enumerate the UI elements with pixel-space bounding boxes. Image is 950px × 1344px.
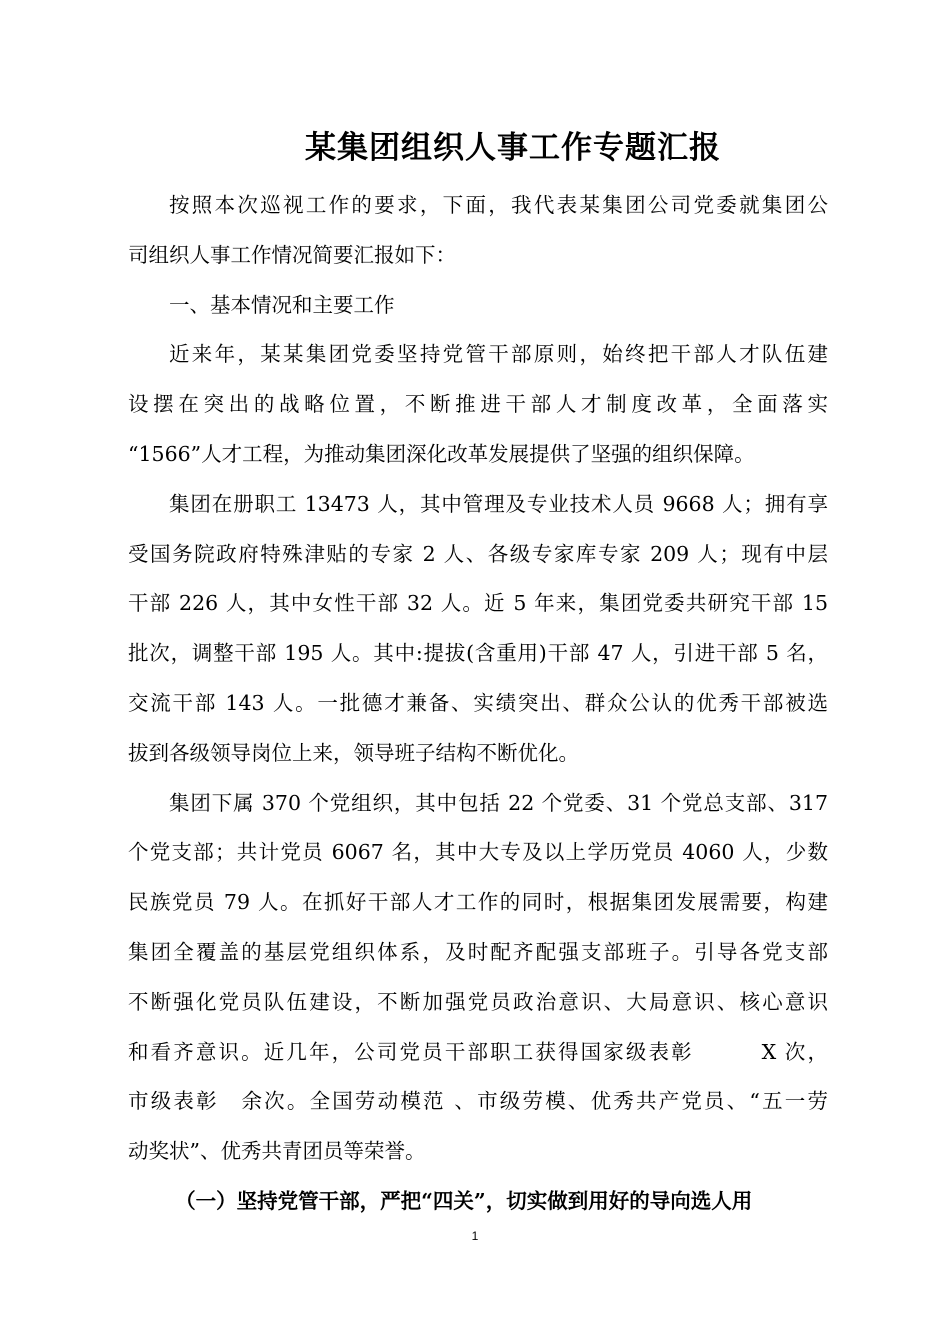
paragraph-line: 按照本次巡视工作的要求，下面，我代表某集团公司党委就集团公 [169,193,828,217]
paragraph-section-one [128,281,828,331]
document-title: 某集团组织人事工作专题汇报 [305,130,721,166]
paragraph-line: 一、基本情况和主要工作 [169,292,395,317]
section-heading: （一）坚持党管干部，严把“四关”，切实做到用好的导向选人用 [175,1188,753,1213]
paragraph-line: 集团全覆盖的基层党组织体系，及时配齐配强支部班子。引导各党支部 [128,939,828,964]
paragraph-party-stats [128,779,828,1177]
paragraph-line: 个党支部；共计党员 6067 名，其中大专及以上学历党员 4060 人，少数 [128,840,828,865]
paragraph-line: 和看齐意识。近几年，公司党员干部职工获得国家级表彰 X 次， [128,1039,828,1064]
paragraph-overview [128,330,828,479]
paragraph-line: 不断强化党员队伍建设，不断加强党员政治意识、大局意识、核心意识 [128,989,828,1014]
document-body [128,181,828,1227]
paragraph-line: 市级表彰 余次。全国劳动模范 、市级劳模、优秀共产党员、“五一劳 [128,1089,828,1114]
paragraph-line: 集团在册职工 13473 人，其中管理及专业技术人员 9668 人；拥有享 [169,491,828,516]
paragraph-line: 民族党员 79 人。在抓好干部人才工作的同时，根据集团发展需要，构建 [128,890,828,915]
paragraph-line: 司组织人事工作情况简要汇报如下： [128,242,456,267]
paragraph-line: 设摆在突出的战略位置，不断推进干部人才制度改革，全面落实 [128,392,828,417]
paragraph-line: 动奖状”、优秀共青团员等荣誉。 [128,1139,426,1164]
paragraph-line: 干部 226 人，其中女性干部 32 人。近 5 年来，集团党委共研究干部 15 [128,591,828,616]
paragraph-line: 近来年，某某集团党委坚持党管干部原则，始终把干部人才队伍建 [169,342,828,367]
paragraph-line: 交流干部 143 人。一批德才兼备、实绩突出、群众公认的优秀干部被选 [128,690,828,715]
paragraph-line: 集团下属 370 个党组织，其中包括 22 个党委、31 个党总支部、317 [169,790,828,815]
page-number: 1 [471,1229,479,1243]
paragraph-intro [128,181,828,281]
paragraph-line: 拔到各级领导岗位上来，领导班子结构不断优化。 [128,740,579,765]
paragraph-line: “1566”人才工程，为推动集团深化改革发展提供了坚强的组织保障。 [128,441,755,466]
paragraph-line: 批次，调整干部 195 人。其中:提拔(含重用)干部 47 人，引进干部 5 名， [128,641,828,666]
paragraph-line: 受国务院政府特殊津贴的专家 2 人、各级专家库专家 209 人；现有中层 [128,541,828,566]
paragraph-staff-stats [128,480,828,779]
